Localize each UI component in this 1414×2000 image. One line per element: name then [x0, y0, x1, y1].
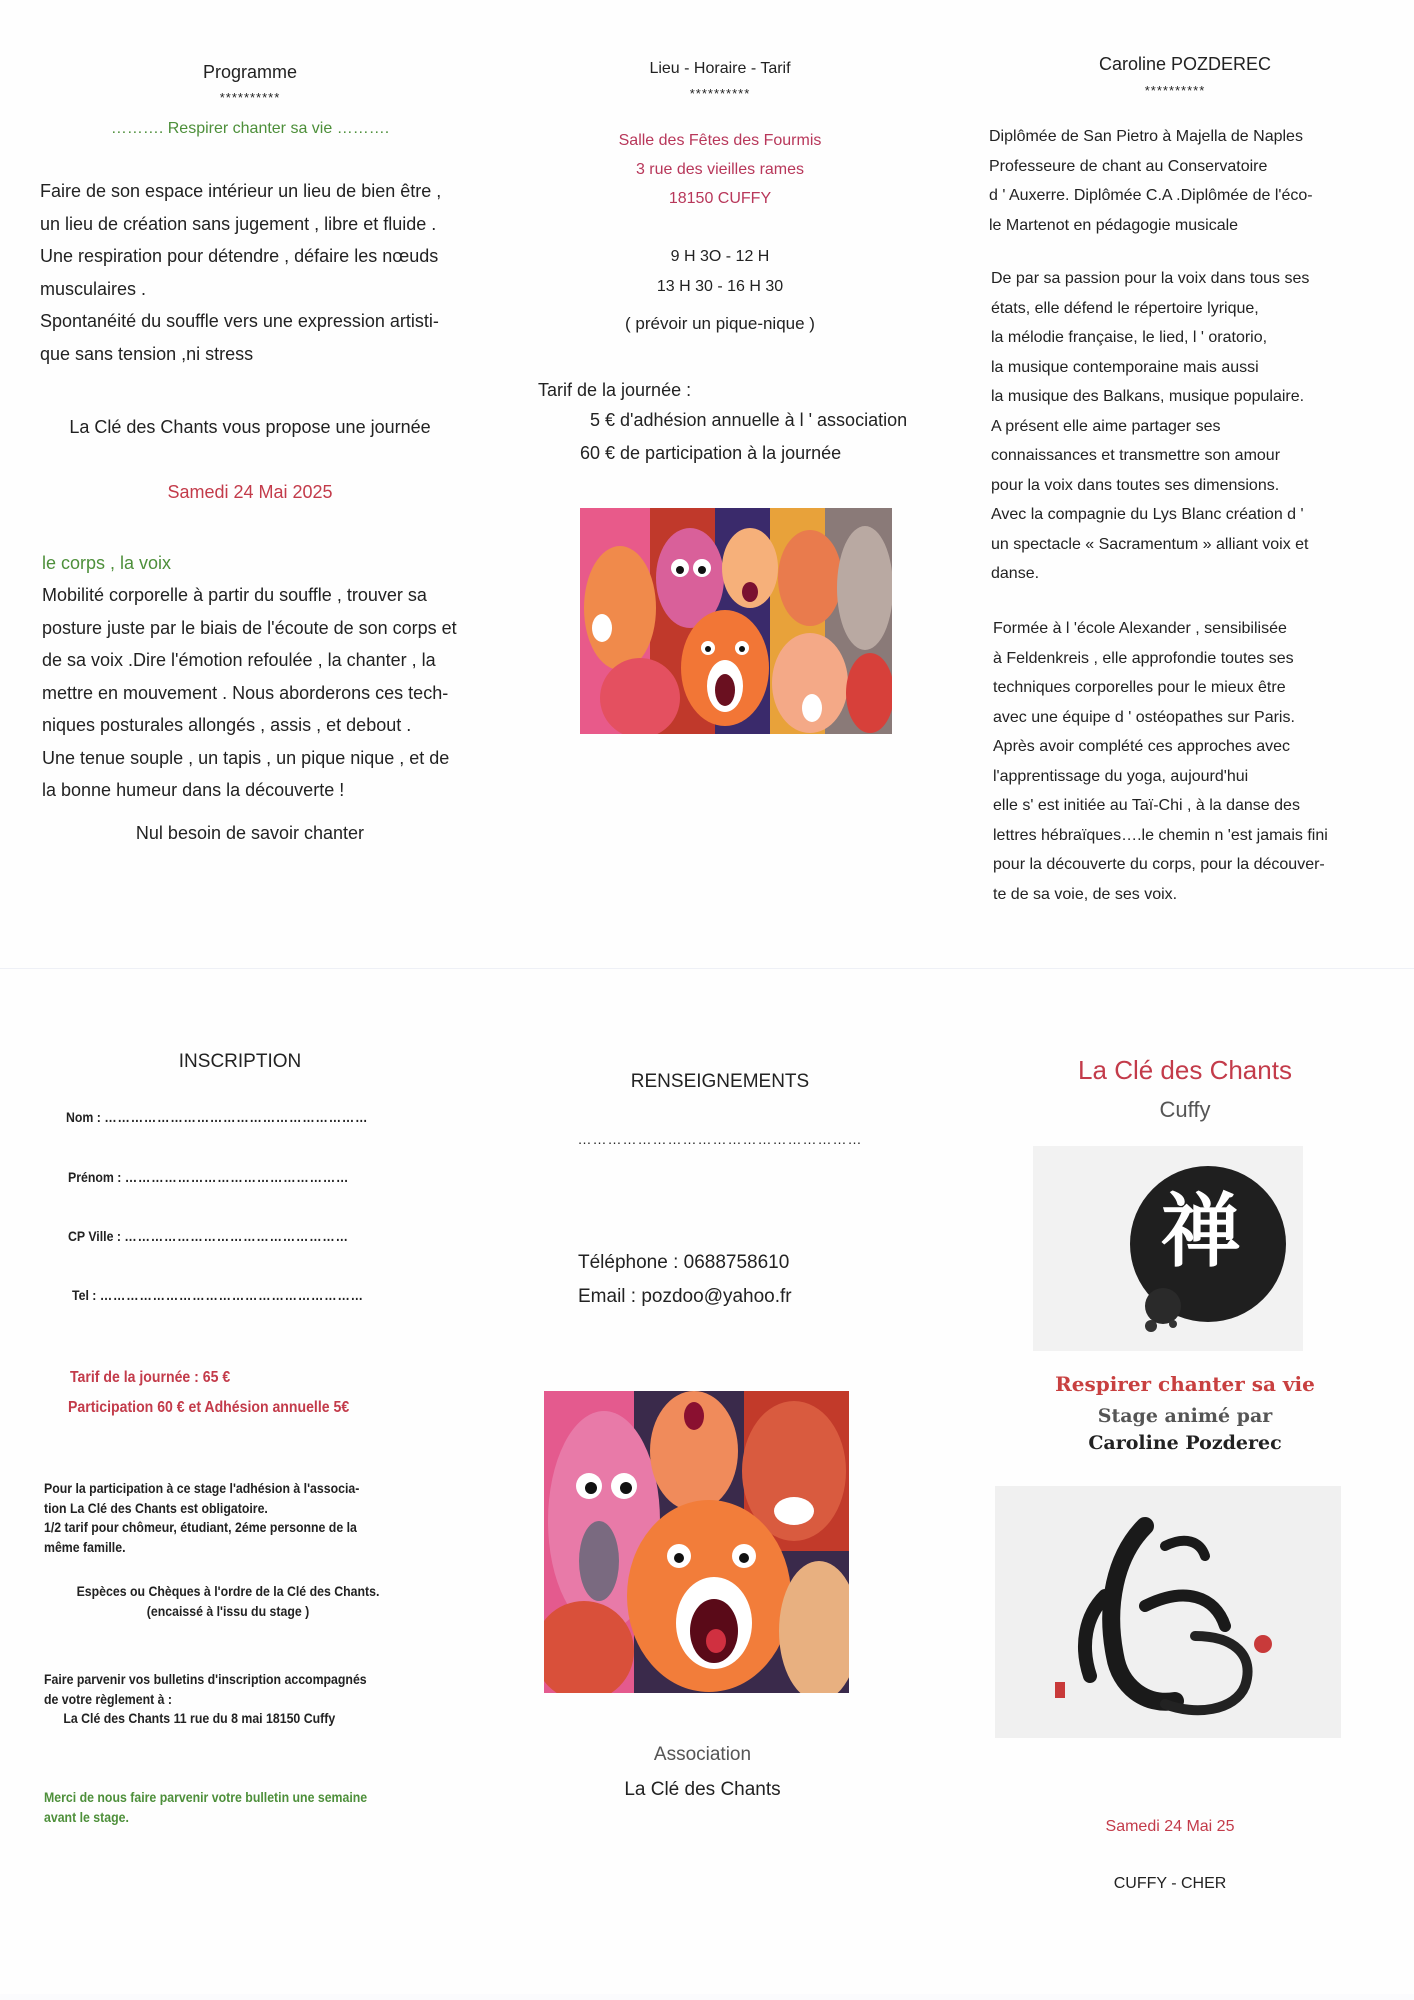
field-dots: …………………………………………… [124, 1228, 349, 1244]
bio-line: la mélodie française, le lied, l ' oratorio, [991, 329, 1268, 346]
bio-line: le Martenot en pédagogie musicale [989, 216, 1239, 234]
lieu-panel [520, 0, 920, 968]
bio-paragraph-3 [993, 614, 1393, 909]
intro-line: musculaires . [40, 278, 147, 299]
payment-line: Espèces ou Chèques à l'ordre de la Clé des Chants. [76, 1583, 380, 1599]
cover-town: Cuffy [1159, 1097, 1211, 1122]
bio-line: danse. [991, 565, 1040, 582]
bio-paragraph-1 [989, 122, 1389, 240]
venue-address [520, 126, 920, 213]
send-line: de votre règlement à : [44, 1690, 173, 1707]
email-address[interactable]: pozdoo@yahoo.fr [641, 1286, 792, 1307]
condition-line: tion La Clé des Chants est obligatoire. [44, 1499, 268, 1516]
proposal-org: La Clé des Chants [69, 417, 218, 437]
thanks-note [44, 1788, 431, 1827]
bio-line: un spectacle « Sacramentum » alliant voix et [991, 535, 1309, 553]
field-prenom[interactable] [68, 1169, 420, 1185]
bio-line: Diplômée de San Pietro à Majella de Naples [989, 128, 1303, 145]
programme-intro [40, 175, 480, 370]
venue-line: Salle des Fêtes des Fourmis [618, 132, 822, 149]
bio-line: l'apprentissage du yoga, aujourd'hui [993, 767, 1249, 785]
section-line: la bonne humeur dans la découverte ! [42, 780, 345, 800]
inscription-title: INSCRIPTION [178, 1051, 302, 1072]
thanks-line: Merci de nous faire parvenir votre bulletin une semaine [44, 1789, 368, 1805]
brush-calligraphy-image [995, 1486, 1341, 1738]
cover-animated-by: Stage animé par [1097, 1405, 1273, 1427]
tarif-line-1: 5 € d'adhésion annuelle à l ' association [590, 410, 908, 430]
cover-date: Samedi 24 Mai 25 [1105, 1818, 1235, 1835]
tarif-title: Tarif de la journée : [538, 380, 692, 400]
venue-line: 3 rue des vieilles rames [635, 161, 805, 178]
brochure-outside [0, 968, 1414, 1994]
section-label: le corps , la voix [42, 553, 172, 573]
bio-panel [985, 0, 1385, 968]
email-label: Email : [578, 1286, 642, 1307]
phone-label: Téléphone : [578, 1252, 684, 1273]
bio-line: à Feldenkreis , elle approfondie toutes ses [993, 649, 1294, 667]
field-cp-ville[interactable] [68, 1228, 420, 1244]
intro-line: un lieu de création sans jugement , libre et fluide . [40, 213, 437, 234]
association-label: Association [653, 1744, 752, 1765]
intro-line: que sans tension ,ni stress [40, 343, 254, 364]
tarif-line-2: 60 € de participation à la journée [580, 443, 842, 463]
section-line: mettre en mouvement . Nous aborderons ces tech- [42, 682, 449, 703]
phone-number[interactable]: 0688758610 [683, 1252, 790, 1273]
field-dots: …………………………………………………… [104, 1109, 369, 1125]
programme-tagline: ………. Respirer chanter sa vie ………. [110, 120, 390, 137]
singing-faces-image [580, 508, 892, 734]
phone-line [578, 1252, 789, 1274]
hours [520, 242, 920, 302]
renseignements-dots: ………………………………………………… [577, 1131, 863, 1147]
bio-line: connaissances et transmettre son amour [991, 447, 1281, 464]
bio-line: De par sa passion pour la voix dans tous ses [991, 270, 1310, 287]
bio-line: techniques corporelles pour le mieux être [993, 679, 1286, 696]
bio-line: d ' Auxerre. Diplômée C.A .Diplômée de l'éco- [989, 187, 1313, 204]
intro-line: Faire de son espace intérieur un lieu de bien être , [40, 181, 442, 201]
bio-line: avec une équipe d ' ostéopathes sur Paris. [993, 708, 1295, 726]
programme-proposal [40, 417, 460, 438]
inscription-conditions [44, 1479, 431, 1557]
hours-line: 13 H 30 - 16 H 30 [656, 278, 784, 295]
payment-line: (encaissé à l'issu du stage ) [146, 1603, 310, 1619]
email-line [578, 1286, 792, 1308]
field-dots: …………………………………………… [124, 1169, 350, 1185]
section-line: Mobilité corporelle à partir du souffle , trouver sa [42, 585, 427, 605]
bio-line: Avec la compagnie du Lys Blanc création d ' [991, 506, 1304, 523]
zen-calligraphy-image [1033, 1146, 1303, 1351]
bio-line: pour la découverte du corps, pour la découver- [993, 856, 1325, 873]
hours-line: 9 H 3O - 12 H [670, 248, 770, 265]
cover-teacher: Caroline Pozderec [1088, 1432, 1282, 1454]
inscription-tarif-1: Tarif de la journée : 65 € [70, 1369, 231, 1386]
field-tel[interactable] [72, 1287, 424, 1303]
bio-line: la musique des Balkans, musique populaire. [991, 388, 1305, 405]
section-line: niques posturales allongés , assis , et debout . [42, 715, 412, 735]
cover-place: CUFFY - CHER [1113, 1875, 1227, 1892]
inscription-tarif-2: Participation 60 € et Adhésion annuelle 5€ [68, 1399, 350, 1416]
field-label: Nom : [66, 1109, 101, 1125]
section-line: de sa voix .Dire l'émotion refoulée , la chanter , la [42, 650, 436, 670]
section-line: Une tenue souple , un tapis , un pique nique , et de [42, 747, 450, 768]
cover-panel [985, 969, 1385, 1994]
picnic-note: ( prévoir un pique-nique ) [625, 314, 815, 333]
proposal-rest: vous propose une journée [217, 417, 431, 437]
condition-line: Pour la participation à ce stage l'adhésion à l'associa- [44, 1480, 360, 1496]
field-label: Tel : [72, 1287, 97, 1303]
bio-paragraph-2 [991, 264, 1391, 589]
section-line: posture juste par le biais de l'écoute de son corps et [42, 617, 457, 638]
programme-stars: ********** [219, 90, 281, 105]
intro-line: Une respiration pour détendre , défaire les nœuds [40, 246, 439, 266]
bio-line: te de sa voie, de ses voix. [993, 885, 1178, 903]
inscription-panel [40, 969, 480, 1994]
lieu-title: Lieu - Horaire - Tarif [649, 60, 791, 77]
bio-line: A présent elle aime partager ses [991, 417, 1221, 435]
bio-line: elle s' est initiée au Taï-Chi , à la danse des [993, 797, 1300, 814]
bio-line: pour la voix dans toutes ses dimensions. [991, 476, 1280, 494]
bio-line: lettres hébraïques….le chemin n 'est jamais fini [993, 826, 1328, 844]
bio-line: Formée à l 'école Alexander , sensibilisée [993, 620, 1287, 637]
payment-info [52, 1581, 404, 1621]
programme-panel [40, 0, 480, 968]
bio-line: Après avoir complété ces approches avec [993, 738, 1291, 755]
cover-tagline: Respirer chanter sa vie [1055, 1372, 1315, 1396]
programme-date: Samedi 24 Mai 2025 [167, 482, 333, 502]
send-info [44, 1670, 431, 1729]
programme-closing: Nul besoin de savoir chanter [135, 823, 365, 843]
association-name: La Clé des Chants [624, 1779, 781, 1800]
condition-line: 1/2 tarif pour chômeur, étudiant, 2éme personne de la [44, 1519, 357, 1535]
field-label: Prénom : [68, 1169, 122, 1185]
field-label: CP Ville : [68, 1228, 121, 1244]
programme-title: Programme [202, 62, 298, 82]
bio-stars: ********** [1144, 83, 1206, 98]
lieu-stars: ********** [689, 86, 751, 101]
bio-line: la musique contemporaine mais aussi [991, 358, 1259, 376]
brochure-inside [0, 0, 1414, 968]
condition-line: même famille. [44, 1538, 126, 1555]
zen-character: 禅 [1161, 1184, 1241, 1278]
field-dots: …………………………………………………… [99, 1287, 364, 1303]
section-text [42, 579, 482, 807]
field-nom[interactable] [66, 1109, 418, 1125]
singing-face-closeup-image [544, 1391, 849, 1693]
bio-line: Professeure de chant au Conservatoire [989, 157, 1268, 175]
renseignements-title: RENSEIGNEMENTS [630, 1071, 810, 1092]
send-line: La Clé des Chants 11 rue du 8 mai 18150 Cuffy [63, 1710, 336, 1726]
send-line: Faire parvenir vos bulletins d'inscription accompagnés [44, 1671, 367, 1687]
bio-line: états, elle défend le répertoire lyrique, [991, 299, 1259, 317]
intro-line: Spontanéité du souffle vers une expression artisti- [40, 311, 439, 331]
cover-org: La Clé des Chants [1078, 1055, 1292, 1085]
renseignements-panel [520, 969, 920, 1994]
thanks-line: avant le stage. [44, 1808, 129, 1825]
bio-title: Caroline POZDEREC [1098, 54, 1272, 74]
venue-line: 18150 CUFFY [668, 190, 772, 207]
